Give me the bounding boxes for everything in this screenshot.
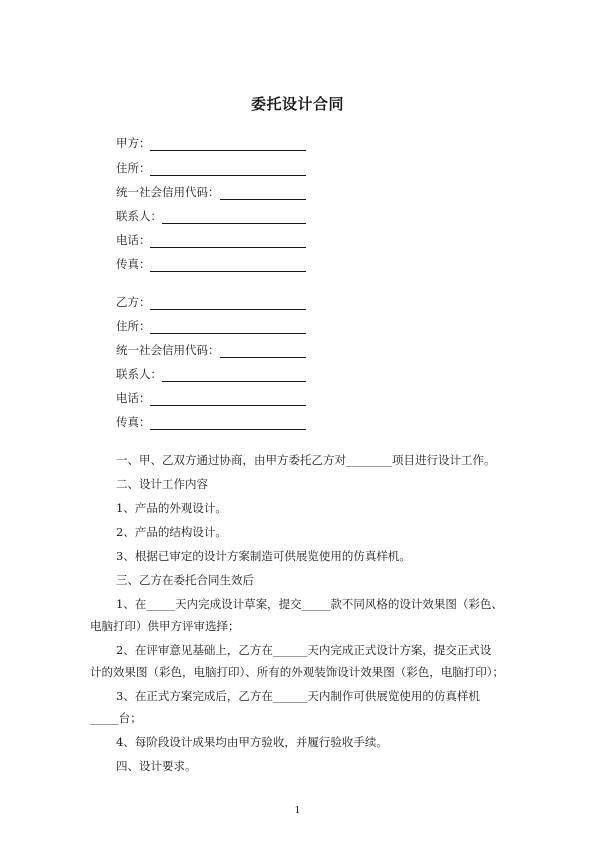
clause-2-item-3: 3、根据已审定的设计方案制造可供展览使用的仿真样机。 <box>116 549 411 563</box>
party-a-address-field <box>116 160 151 176</box>
clause-3-item-3-line-1: 3、在正式方案完成后，乙方在______天内制作可供展览使用的仿真样机 <box>116 689 480 703</box>
clause-1: 一、甲、乙双方通过协商，由甲方委托乙方对________项目进行设计工作。 <box>116 453 496 467</box>
party-b-contact-underline <box>162 381 306 382</box>
party-a-credit-code-underline <box>220 199 306 200</box>
page-number: 1 <box>294 806 301 816</box>
clause-2-heading: 二、设计工作内容 <box>116 477 208 491</box>
clause-2-item-2: 2、产品的结构设计。 <box>116 525 227 539</box>
clause-3-item-1-line-2: 电脑打印）供甲方评审选择； <box>90 619 240 633</box>
party-a-contact-underline <box>162 223 306 224</box>
party-a-name-underline <box>150 150 306 151</box>
party-a-name-field <box>116 135 151 151</box>
party-a-credit-code-field <box>116 184 220 200</box>
party-b-credit-code-field <box>116 342 220 358</box>
party-a-phone-underline <box>150 247 306 248</box>
party-a-address-label: 住所： <box>116 161 151 175</box>
party-b-contact-label: 联系人： <box>116 367 162 381</box>
clause-4-heading: 四、设计要求。 <box>116 759 197 773</box>
party-b-address-underline <box>150 333 306 334</box>
contract-title: 委托设计合同 <box>250 95 344 113</box>
clause-3-item-3-line-2: _____台； <box>90 711 142 725</box>
party-b-credit-code-underline <box>220 357 306 358</box>
party-a-credit-code-label: 统一社会信用代码： <box>116 185 220 199</box>
party-a-address-underline <box>150 175 306 176</box>
party-a-fax-label: 传真： <box>116 257 151 271</box>
clause-3-heading: 三、乙方在委托合同生效后 <box>116 573 254 587</box>
clause-3-item-1-line-1: 1、在_____天内完成设计草案，提交_____款不同风格的设计效果图（彩色、 <box>116 597 503 611</box>
party-b-fax-label: 传真： <box>116 415 151 429</box>
party-a-fax-field <box>116 256 151 272</box>
party-b-name-underline <box>150 309 306 310</box>
party-b-address-label: 住所： <box>116 319 151 333</box>
clause-3-item-4: 4、每阶段设计成果均由甲方验收，并履行验收手续。 <box>116 735 388 749</box>
party-b-phone-underline <box>150 405 306 406</box>
party-b-name-field <box>116 294 151 310</box>
party-b-credit-code-label: 统一社会信用代码： <box>116 343 220 357</box>
party-b-address-field <box>116 318 151 334</box>
party-a-phone-label: 电话： <box>116 233 151 247</box>
clause-2-item-1: 1、产品的外观设计。 <box>116 501 227 515</box>
party-a-name-label: 甲方： <box>116 136 151 150</box>
party-a-fax-underline <box>150 271 306 272</box>
party-b-name-label: 乙方： <box>116 295 151 309</box>
clause-3-item-2-line-2: 计的效果图（彩色，电脑打印）、所有的外观装饰设计效果图（彩色，电脑打印）； <box>90 665 504 679</box>
party-b-fax-field <box>116 414 151 430</box>
party-b-fax-underline <box>150 429 306 430</box>
party-a-contact-label: 联系人： <box>116 209 162 223</box>
party-a-phone-field <box>116 232 151 248</box>
clause-3-item-2-line-1: 2、在评审意见基础上，乙方在______天内完成正式设计方案，提交正式设 <box>116 643 492 657</box>
party-b-contact-field <box>116 366 162 382</box>
party-a-contact-field <box>116 208 162 224</box>
party-b-phone-field <box>116 390 151 406</box>
party-b-phone-label: 电话： <box>116 391 151 405</box>
